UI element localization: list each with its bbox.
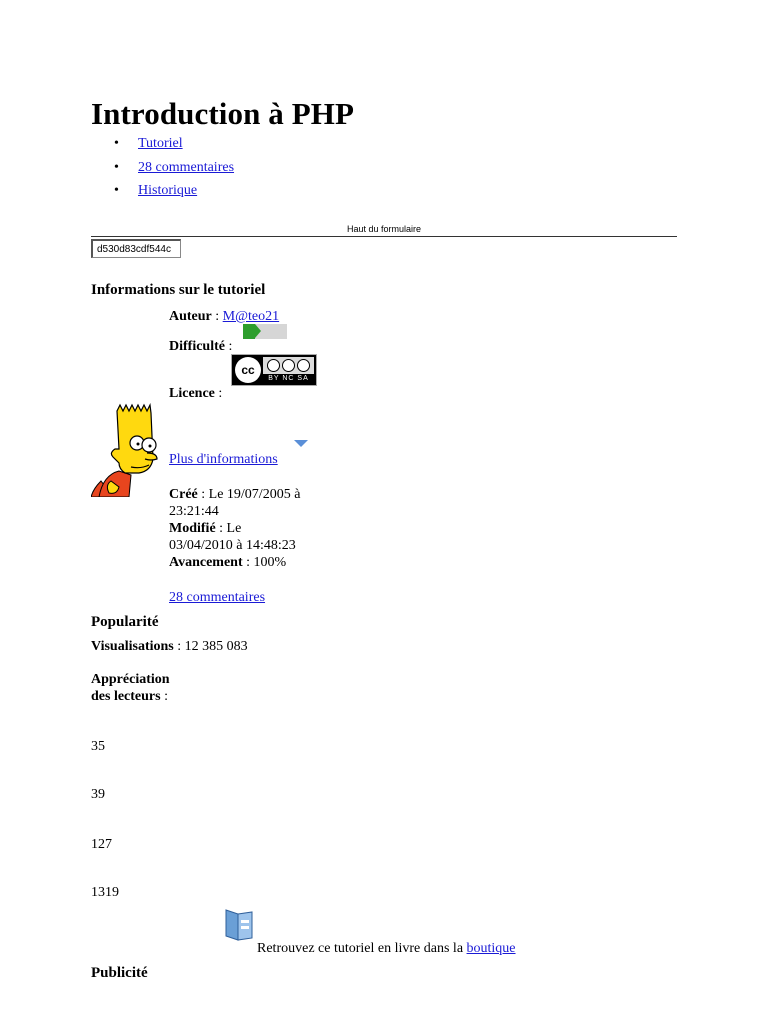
cc-terms-icons — [263, 357, 314, 374]
bullet-icon: • — [114, 136, 119, 151]
ads-heading: Publicité — [91, 965, 148, 981]
cc-logo-icon: cc — [235, 357, 261, 383]
more-info-row — [169, 451, 278, 468]
rating-label-row — [91, 671, 170, 705]
created-value-1: : Le 19/07/2005 à — [197, 487, 301, 502]
hash-field[interactable]: d530d83cdf544c — [91, 239, 181, 258]
author-label: Auteur — [169, 309, 212, 324]
form-divider — [91, 236, 677, 237]
author-link[interactable]: M@teo21 — [222, 309, 280, 324]
created-row — [169, 486, 329, 520]
rating-value-1: 35 — [91, 739, 105, 754]
cc-nc-icon — [282, 359, 295, 372]
expand-arrow-icon[interactable] — [294, 440, 308, 447]
tab-comments — [91, 160, 234, 184]
tab-tutoriel — [91, 136, 234, 160]
shop-link[interactable]: boutique — [466, 941, 516, 956]
author-avatar — [91, 403, 163, 497]
tab-link-history[interactable]: Historique — [138, 183, 198, 198]
bullet-icon: • — [114, 159, 119, 175]
tab-link-comments[interactable]: 28 commentaires — [138, 159, 235, 175]
licence-row — [169, 385, 222, 402]
difficulty-separator: : — [224, 339, 233, 354]
tab-history — [91, 183, 234, 207]
views-value: : 12 385 083 — [173, 639, 248, 654]
difficulty-row — [169, 338, 232, 355]
tab-link-tutoriel[interactable]: Tutoriel — [138, 136, 183, 151]
comments-link[interactable]: 28 commentaires — [169, 590, 266, 605]
rating-label-1: Appréciation — [91, 672, 170, 687]
progress-label: Avancement — [169, 555, 243, 570]
progress-row — [169, 554, 286, 571]
tutorial-tabs — [91, 136, 234, 207]
licence-separator: : — [214, 386, 223, 401]
rating-separator: : — [160, 689, 168, 704]
form-top-label: Haut du formulaire — [346, 224, 422, 234]
modified-label: Modifié — [169, 521, 216, 536]
cc-by-icon — [267, 359, 280, 372]
licence-label: Licence — [169, 386, 215, 401]
bullet-icon: • — [114, 183, 119, 198]
cc-sa-icon — [297, 359, 310, 372]
more-info-link[interactable]: Plus d'informations — [169, 452, 278, 467]
difficulty-arrow-icon — [255, 324, 261, 338]
views-row — [91, 638, 248, 655]
book-text: Retrouvez ce tutoriel en livre dans la — [257, 941, 467, 956]
views-label: Visualisations — [91, 639, 174, 654]
difficulty-label: Difficulté — [169, 339, 225, 354]
modified-value-1: : Le — [215, 521, 242, 536]
created-label: Créé — [169, 487, 198, 502]
rating-value-2: 39 — [91, 787, 105, 802]
comments-row — [169, 589, 265, 606]
progress-value: : 100% — [242, 555, 287, 570]
author-row — [169, 308, 279, 325]
difficulty-bar — [243, 324, 287, 339]
page-title: Introduction à PHP — [91, 96, 355, 131]
book-row — [257, 940, 516, 957]
cc-terms-text: BY NC SA — [268, 375, 309, 382]
rating-value-4: 1319 — [91, 885, 119, 900]
book-icon[interactable] — [224, 908, 256, 942]
created-value-2: 23:21:44 — [169, 504, 219, 519]
cc-licence-badge[interactable] — [231, 354, 317, 386]
modified-value-2: 03/04/2010 à 14:48:23 — [169, 538, 296, 553]
modified-row — [169, 520, 329, 554]
author-separator: : — [211, 309, 223, 324]
info-heading: Informations sur le tutoriel — [91, 282, 266, 298]
popularity-heading: Popularité — [91, 614, 159, 630]
rating-label-2: des lecteurs — [91, 689, 161, 704]
rating-value-3: 127 — [91, 837, 112, 852]
difficulty-bar-fill — [243, 324, 255, 339]
